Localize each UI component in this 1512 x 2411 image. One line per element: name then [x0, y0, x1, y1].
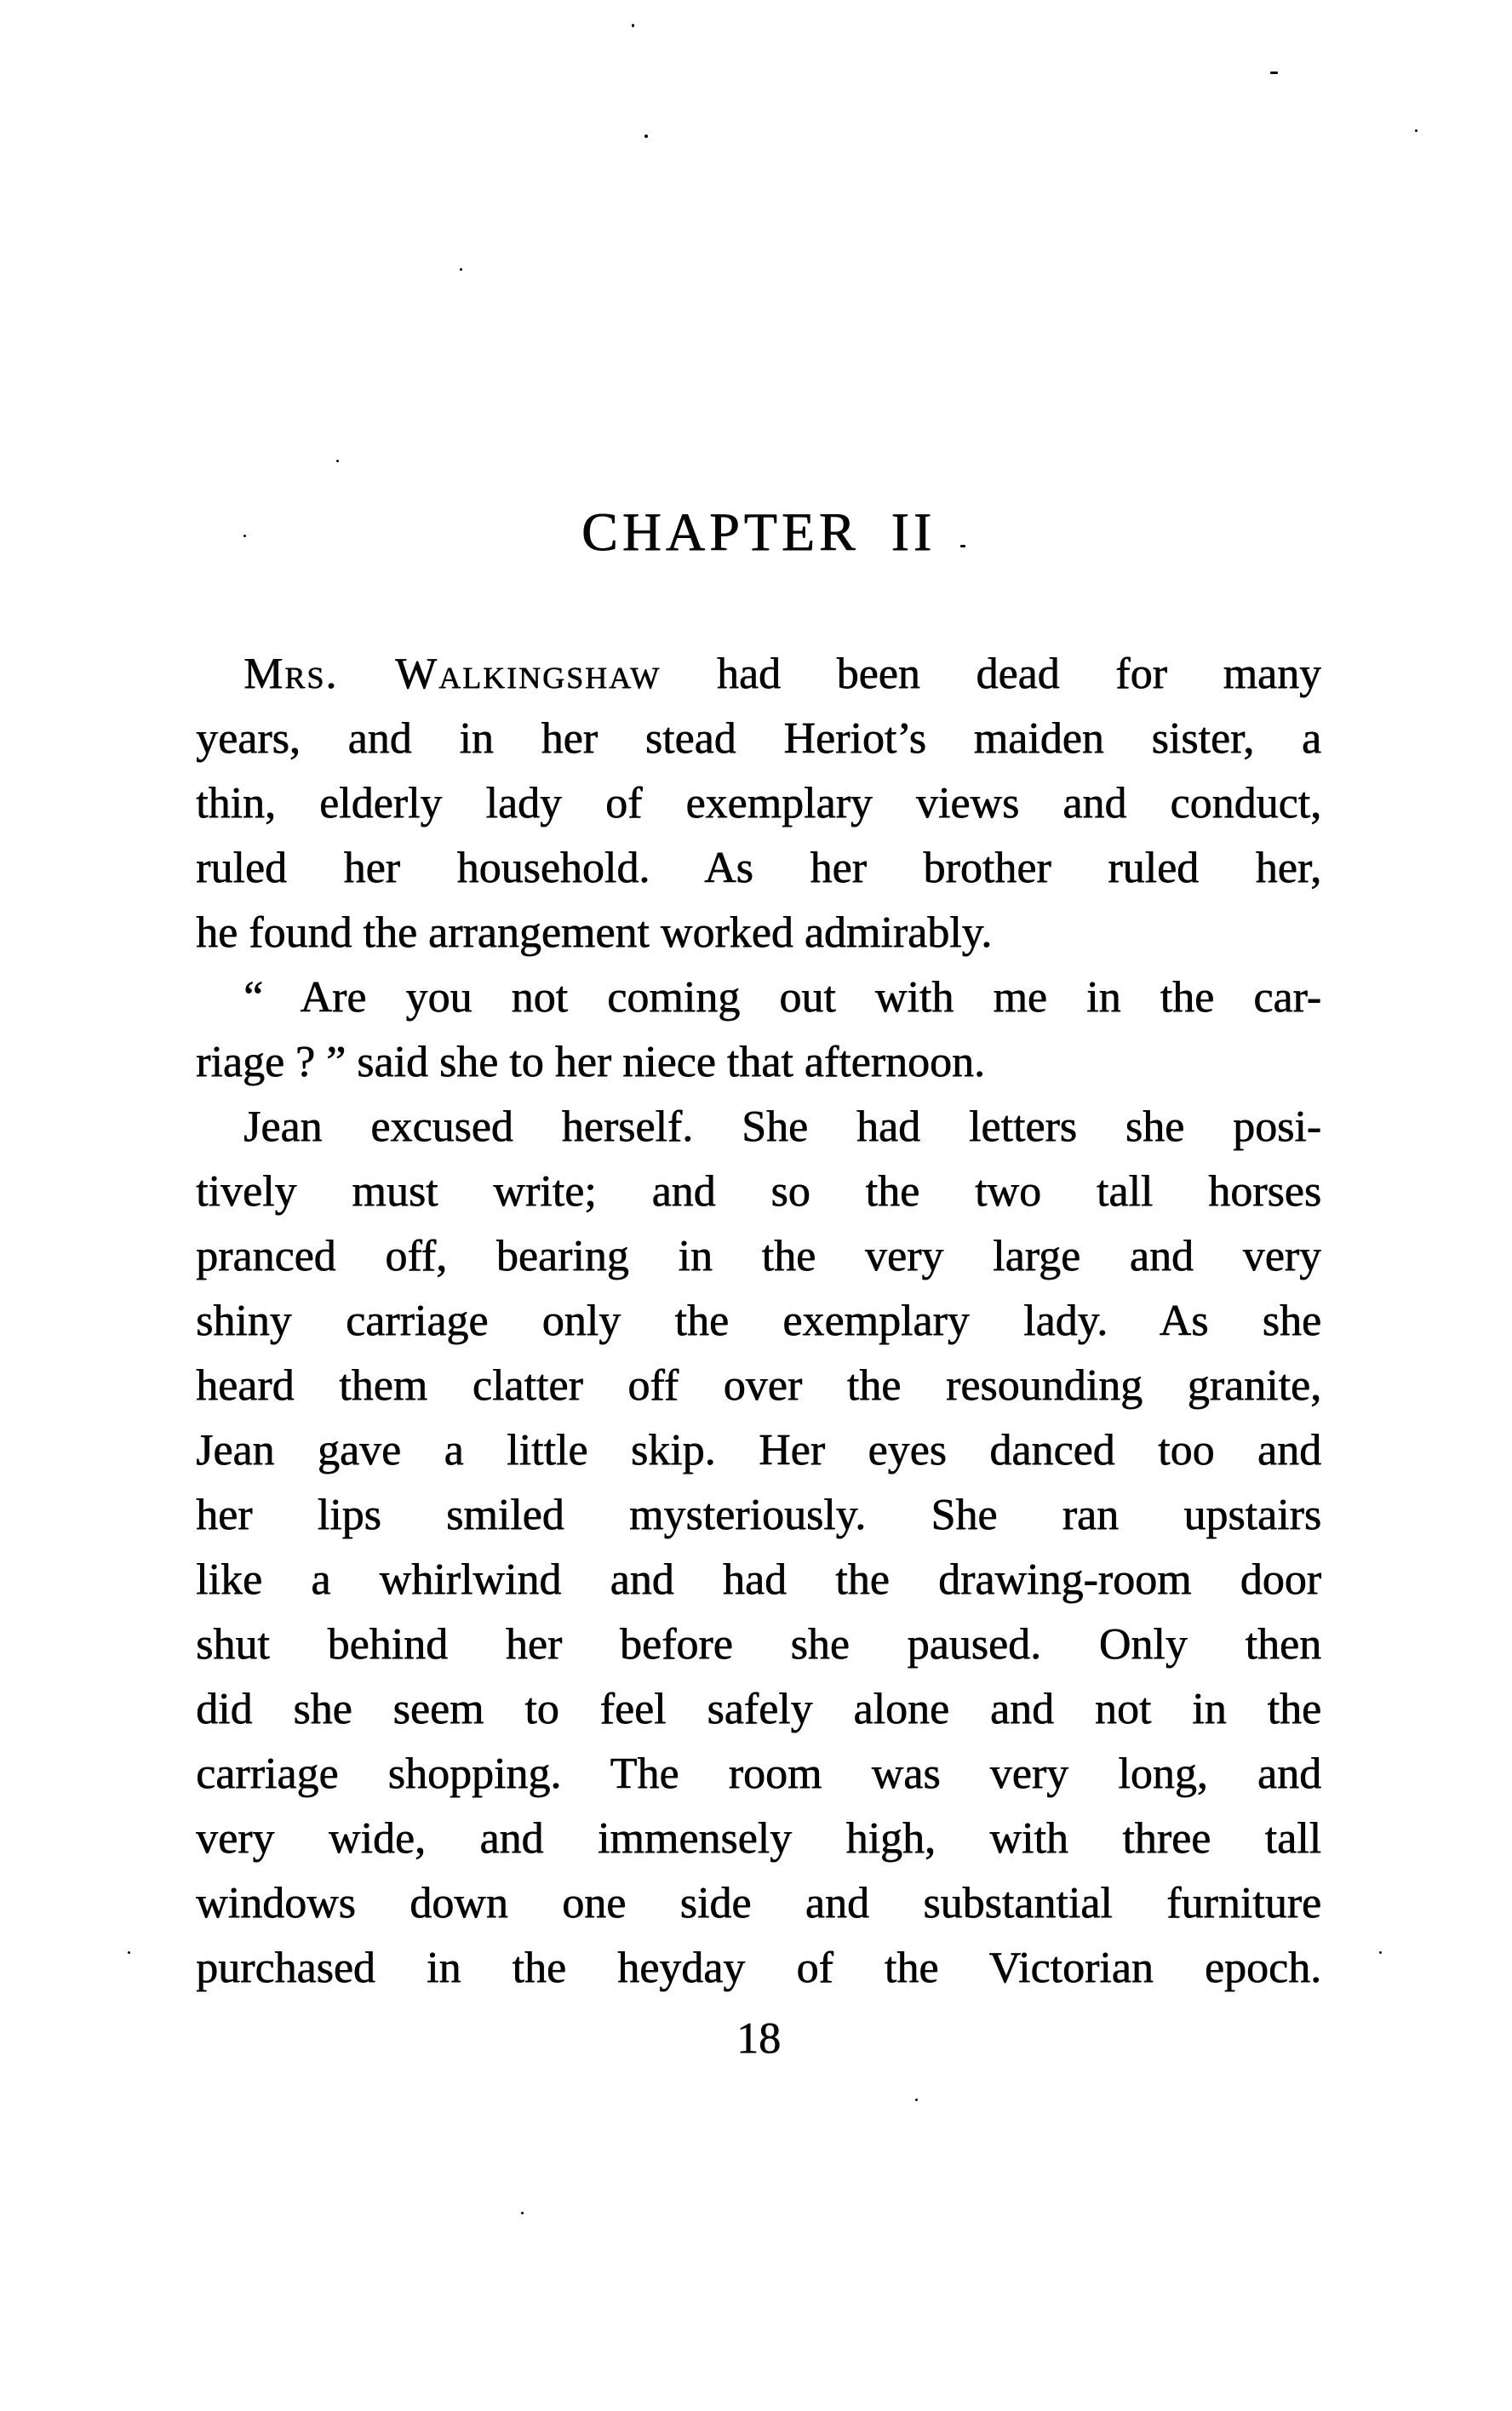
text-line: [196, 1354, 1321, 1418]
text-segment: had been dead for many: [661, 650, 1321, 698]
paragraph: [196, 965, 1321, 1095]
scan-speck: [521, 2212, 524, 2214]
text-segment: thin, elderly lady of exemplary views and conduct,: [196, 779, 1321, 828]
text-segment: did she seem to feel safely alone and not in the: [196, 1685, 1321, 1733]
text-line: [196, 965, 1321, 1030]
text-line: [196, 1418, 1321, 1483]
text-segment: tively must write; and so the two tall horses: [196, 1167, 1321, 1216]
text-segment: years, and in her stead Heriot’s maiden sister, a: [196, 714, 1321, 763]
paragraph: [196, 1095, 1321, 2001]
text-segment: Jean gave a little skip. Her eyes danced too and: [196, 1426, 1321, 1475]
page-number: 18: [736, 2014, 781, 2063]
text-segment: shut behind her before she paused. Only then: [196, 1620, 1321, 1669]
scan-speck: [1379, 1951, 1382, 1954]
scan-speck: [915, 2099, 918, 2101]
scan-speck: [336, 460, 339, 462]
text-segment: “ Are you not coming out with me in the car-: [243, 973, 1321, 1022]
chapter-heading: CHAPTER II: [581, 501, 936, 562]
scan-speck: [128, 1951, 130, 1954]
scan-speck: [632, 24, 634, 27]
text-segment: windows down one side and substantial furniture: [196, 1879, 1321, 1927]
small-caps-text: Mrs. Walkingshaw: [243, 650, 662, 698]
scan-speck: [460, 268, 462, 271]
text-segment: her lips smiled mysteriously. She ran upstairs: [196, 1491, 1321, 1539]
text-segment: very wide, and immensely high, with three tall: [196, 1814, 1321, 1863]
text-segment: shiny carriage only the exemplary lady. As she: [196, 1297, 1321, 1345]
text-line: [196, 1871, 1321, 1936]
text-line: [196, 836, 1321, 901]
text-segment: heard them clatter off over the resounding granite,: [196, 1361, 1321, 1410]
scan-speck: [644, 135, 648, 138]
text-segment: pranced off, bearing in the very large and very: [196, 1232, 1321, 1280]
text-line: [196, 707, 1321, 771]
scan-speck: [243, 535, 246, 537]
text-line: [196, 1289, 1321, 1354]
book-page: [196, 502, 1321, 2069]
page-body-text: [196, 642, 1321, 2001]
text-line: [196, 1030, 1321, 1095]
paragraph: [196, 642, 1321, 965]
text-line: [196, 771, 1321, 836]
text-line: [196, 1677, 1321, 1742]
text-line: [196, 1548, 1321, 1612]
text-line: [196, 901, 1321, 965]
text-segment: riage ? ” said she to her niece that afternoon.: [196, 1038, 985, 1086]
text-segment: purchased in the heyday of the Victorian epoch.: [196, 1944, 1321, 1992]
text-line: [196, 1936, 1321, 2001]
text-line: [196, 1483, 1321, 1548]
text-line: [196, 1095, 1321, 1160]
text-segment: ruled her household. As her brother ruled her,: [196, 844, 1321, 892]
text-line: [196, 642, 1321, 707]
text-segment: carriage shopping. The room was very long, and: [196, 1750, 1321, 1798]
text-line: [196, 1742, 1321, 1807]
text-segment: he found the arrangement worked admirably.: [196, 908, 993, 957]
text-line: [196, 1160, 1321, 1224]
text-line: [196, 1224, 1321, 1289]
scan-speck: [1415, 129, 1418, 132]
text-line: [196, 1807, 1321, 1871]
text-segment: like a whirlwind and had the drawing-room door: [196, 1555, 1321, 1604]
text-segment: Jean excused herself. She had letters she posi-: [243, 1102, 1321, 1151]
scan-speck: [960, 545, 965, 547]
scan-speck: [1270, 72, 1278, 74]
text-line: [196, 1612, 1321, 1677]
